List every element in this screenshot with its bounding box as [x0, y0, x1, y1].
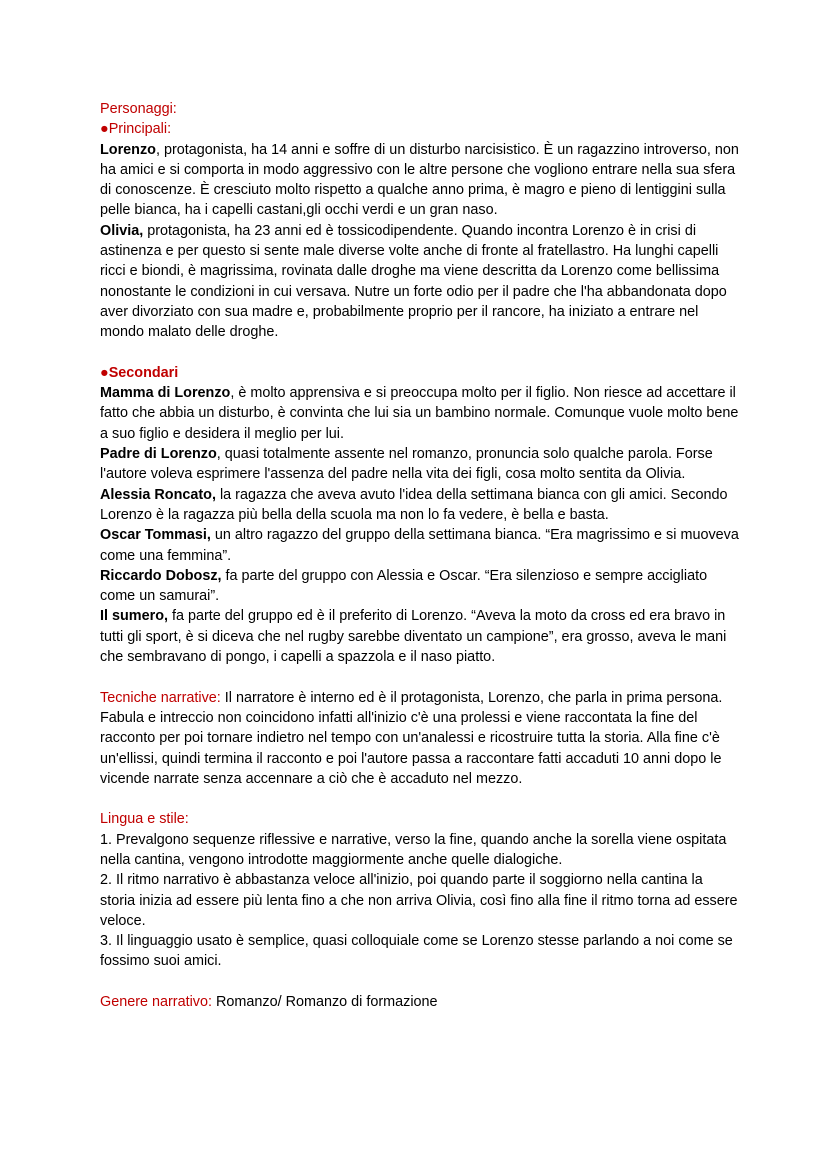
tecniche-text: Il narratore è interno ed è il protagonista, Lorenzo, che parla in prima persona. Fabula e intreccio non coincidono infatti all'inizio c'è una prolessi e viene raccontata la fine del racconto per poi tornare indietro nel tempo con un'analessi e ricostruire tutta la storia. Alla fine c'è un'ellissi, quindi termina il racconto e poi l'autore passa a raccontare fatti accaduti 10 anni dopo le vicende narrate senza accennare a ciò che è accaduto nel mezzo. [100, 689, 723, 787]
character-name: Alessia Roncato, [100, 486, 216, 503]
character-name: Padre di Lorenzo [100, 446, 217, 463]
genere-heading: Genere narrativo: [100, 994, 212, 1011]
spacer [100, 789, 740, 809]
character-name: Lorenzo [100, 141, 156, 158]
character-description: fa parte del gruppo con Alessia e Oscar. “Era silenzioso e sempre accigliato come un samurai”. [100, 567, 708, 605]
character-entry-oscar [100, 525, 740, 566]
character-name: Riccardo Dobosz, [100, 567, 222, 584]
character-entry-mamma [100, 383, 740, 444]
character-description: la ragazza che aveva avuto l'idea della settimana bianca con gli amici. Secondo Lorenzo è la ragazza più bella della scuola ma non lo fa vedere, è bella e basta. [100, 486, 728, 523]
lingua-heading: Lingua e stile: [100, 811, 189, 828]
character-entry-padre [100, 444, 740, 485]
genere-text: Romanzo/ Romanzo di formazione [211, 994, 438, 1011]
character-description: , è molto apprensiva e si preoccupa molto per il figlio. Non riesce ad accettare il fatto che abbia un disturbo, è convinta che lui sia un bambino normale. Comunque vuole molto bene a suo figlio e desidera il meglio per lui. [100, 385, 739, 442]
spacer [100, 667, 740, 687]
spacer [100, 343, 740, 363]
principali-heading: ●Principali: [100, 121, 172, 138]
character-description: un altro ragazzo del gruppo della settimana bianca. “Era magrissimo e si muoveva come una femmina”. [100, 527, 739, 564]
tecniche-section [100, 688, 740, 789]
character-description: fa parte del gruppo ed è il preferito di Lorenzo. “Aveva la moto da cross ed era bravo in tutti gli sport, è si diceva che nel rugby sarebbe diventato un campione”, era grosso, aveva le mani che sembravano di pongo, i capelli a spazzola e il naso piatto. [100, 608, 727, 666]
lingua-item: 1. Prevalgono sequenze riflessive e narrative, verso la fine, quando anche la sorella viene ospitata nella cantina, vengono introdotte maggiormente anche quelle dialogiche. [100, 831, 727, 868]
character-entry-riccardo [100, 566, 740, 607]
character-description: , protagonista, ha 14 anni e soffre di un disturbo narcisistico. È un ragazzino introverso, non ha amici e si comporta in modo aggressivo con le altre persone che vogliono entrare nella sua sfera di conoscenze. È cresciuto molto rispetto a qualche anno prima, è magro e pieno di lentiggini sulla pelle bianca, ha i capelli castani,gli occhi verdi e un gran naso. [100, 141, 739, 219]
secondari-heading: ●Secondari [100, 364, 179, 381]
character-entry-sumero [100, 606, 740, 667]
character-entry-alessia [100, 485, 740, 526]
character-name: Oscar Tommasi, [100, 527, 211, 544]
character-description: protagonista, ha 23 anni ed è tossicodipendente. Quando incontra Lorenzo è in crisi di astinenza e per questo si sente male diverse volte anche di fronte al fratellastro. Ha lunghi capelli ricci e biondi, è magrissima, rovinata dalle droghe ma viene descritta da Lorenzo come bellissima nonostante le condizioni in cui versava. Nutre un forte odio per il padre che l'ha abbandonata dopo aver divorziato con sua madre e, probabilmente proprio per il rancore, ha iniziato a entrare nel mondo malato delle droghe. [100, 222, 727, 341]
character-name: Il sumero, [100, 608, 168, 625]
character-entry-lorenzo [100, 140, 740, 221]
tecniche-heading: Tecniche narrative: [100, 689, 221, 706]
personaggi-heading: Personaggi: [100, 101, 177, 117]
character-name: Olivia, [100, 222, 144, 239]
character-entry-olivia [100, 221, 740, 343]
character-name: Mamma di Lorenzo [100, 385, 231, 402]
character-description: , quasi totalmente assente nel romanzo, pronuncia solo qualche parola. Forse l'autore voleva esprimere l'assenza del padre nella vita dei figli, cosa molto sentita da Olivia. [100, 446, 713, 483]
spacer [100, 972, 740, 992]
lingua-item: 3. Il linguaggio usato è semplice, quasi colloquiale come se Lorenzo stesse parlando a noi come se fossimo suoi amici. [100, 933, 733, 970]
lingua-item: 2. Il ritmo narrativo è abbastanza veloce all'inizio, poi quando parte il soggiorno nella cantina la storia inizia ad essere più lenta fino a che non arriva Olivia, così fino alla fine il ritmo torna ad essere veloce. [100, 872, 738, 929]
document-page [100, 99, 740, 1012]
genere-section [100, 992, 740, 1012]
